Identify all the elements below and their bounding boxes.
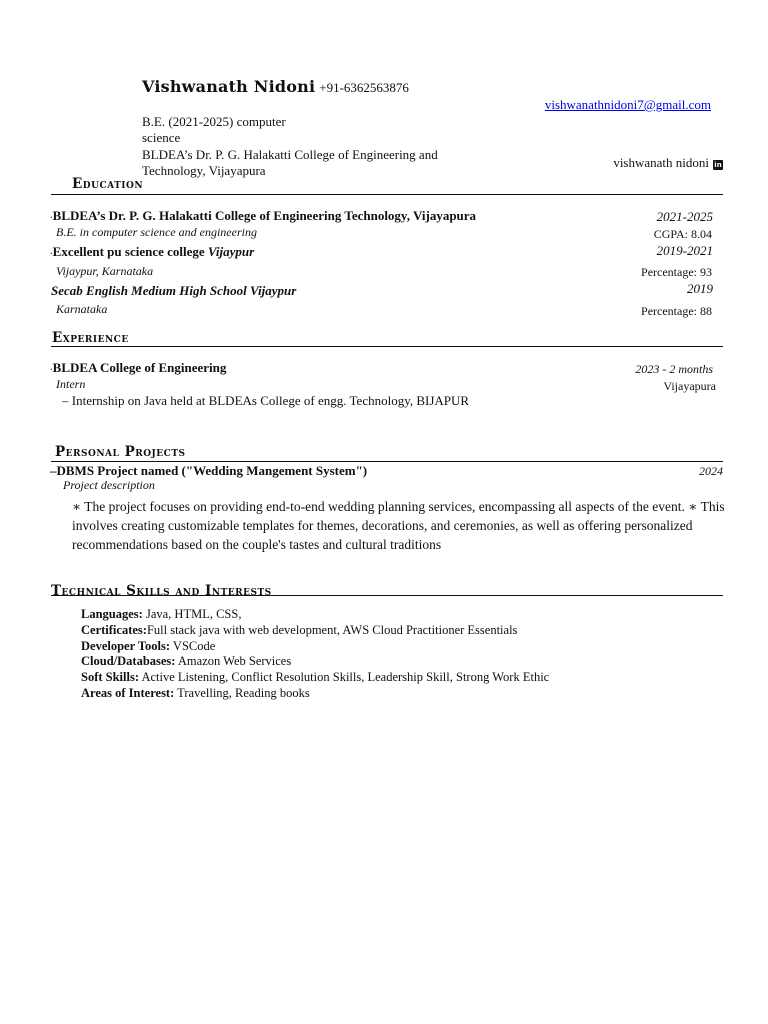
experience-org: ·BLDEA College of Engineering xyxy=(50,360,227,375)
skill-languages: Languages: Java, HTML, CSS, xyxy=(81,607,242,621)
skill-developer-tools: Developer Tools: VSCode xyxy=(81,639,216,653)
project-name: –DBMS Project named ("Wedding Mangement System") xyxy=(50,463,368,478)
education-entry-3-date: 2019 xyxy=(687,281,713,296)
college-line-2: Technology, Vijayapura xyxy=(142,163,266,178)
project-date: 2024 xyxy=(699,464,723,478)
bullet-dot: · xyxy=(50,213,53,222)
skills-divider xyxy=(51,595,723,596)
skills-heading: Technical Skills and Interests xyxy=(51,583,272,599)
education-entry-3-detail: Karnataka xyxy=(56,302,108,316)
linkedin-name: vishwanath nidoni xyxy=(613,155,709,170)
education-entry-3-score: Percentage: 88 xyxy=(641,304,712,318)
linkedin-link[interactable] xyxy=(613,155,723,171)
bullet-dot: · xyxy=(50,365,53,374)
experience-location: Vijayapura xyxy=(663,379,716,393)
skill-soft-skills: Soft Skills: Active Listening, Conflict Resolution Skills, Leadership Skill, Strong Work Ethic xyxy=(81,670,550,684)
email-link[interactable]: vishwanathnidoni7@gmail.com xyxy=(544,97,711,112)
education-entry-2-detail: Vijaypur, Karnataka xyxy=(56,264,154,278)
education-entry-1-detail: B.E. in computer science and engineering xyxy=(56,225,257,239)
experience-divider xyxy=(51,346,723,347)
experience-item: – Internship on Java held at BLDEAs College of engg. Technology, BIJAPUR xyxy=(62,393,470,408)
skill-certificates: Certificates:Full stack java with web development, AWS Cloud Practitioner Essentials xyxy=(81,623,518,637)
education-entry-2-date: 2019-2021 xyxy=(656,243,713,258)
education-entry-1-school: ·BLDEA’s Dr. P. G. Halakatti College of Engineering Technology, Vijayapura xyxy=(50,208,477,223)
degree-line-2: science xyxy=(142,130,181,145)
project-subtitle: Project description xyxy=(63,478,155,492)
education-entry-1-date: 2021-2025 xyxy=(656,209,713,224)
education-entry-3-school: Secab English Medium High School Vijaypur xyxy=(51,283,297,298)
experience-date: 2023 - 2 months xyxy=(635,362,713,376)
skill-areas-of-interest: Areas of Interest: Travelling, Reading books xyxy=(81,686,310,700)
project-description: ∗ The project focuses on providing end-to-end wedding planning services, encompassing all aspects of the event. ∗ This involves creating customizable templates for themes, decorations, and ceremonies, as well as offering personalized recommendations based on the couple's tastes and cultural traditions xyxy=(72,499,725,552)
experience-heading: Experience xyxy=(52,330,129,346)
phone-number: +91-6362563876 xyxy=(319,80,409,95)
candidate-name: Vishwanath Nidoni xyxy=(142,77,316,96)
header-name-line xyxy=(142,77,409,97)
college-line-1: BLDEA’s Dr. P. G. Halakatti College of Engineering and xyxy=(142,147,438,162)
degree-line-1: B.E. (2021-2025) computer xyxy=(142,114,286,129)
education-entry-1-score: CGPA: 8.04 xyxy=(653,227,712,241)
experience-role: Intern xyxy=(56,377,86,391)
skill-cloud-databases: Cloud/Databases: Amazon Web Services xyxy=(81,654,292,668)
education-entry-2-school: ·Excellent pu science college Vijaypur xyxy=(50,244,255,259)
bullet-dot: · xyxy=(50,249,53,258)
education-entry-2-score: Percentage: 93 xyxy=(641,265,712,279)
education-divider xyxy=(51,194,723,195)
education-heading: Education xyxy=(72,176,144,192)
projects-divider xyxy=(51,461,723,462)
linkedin-icon: in xyxy=(714,161,722,169)
projects-heading: Personal Projects xyxy=(55,444,186,460)
